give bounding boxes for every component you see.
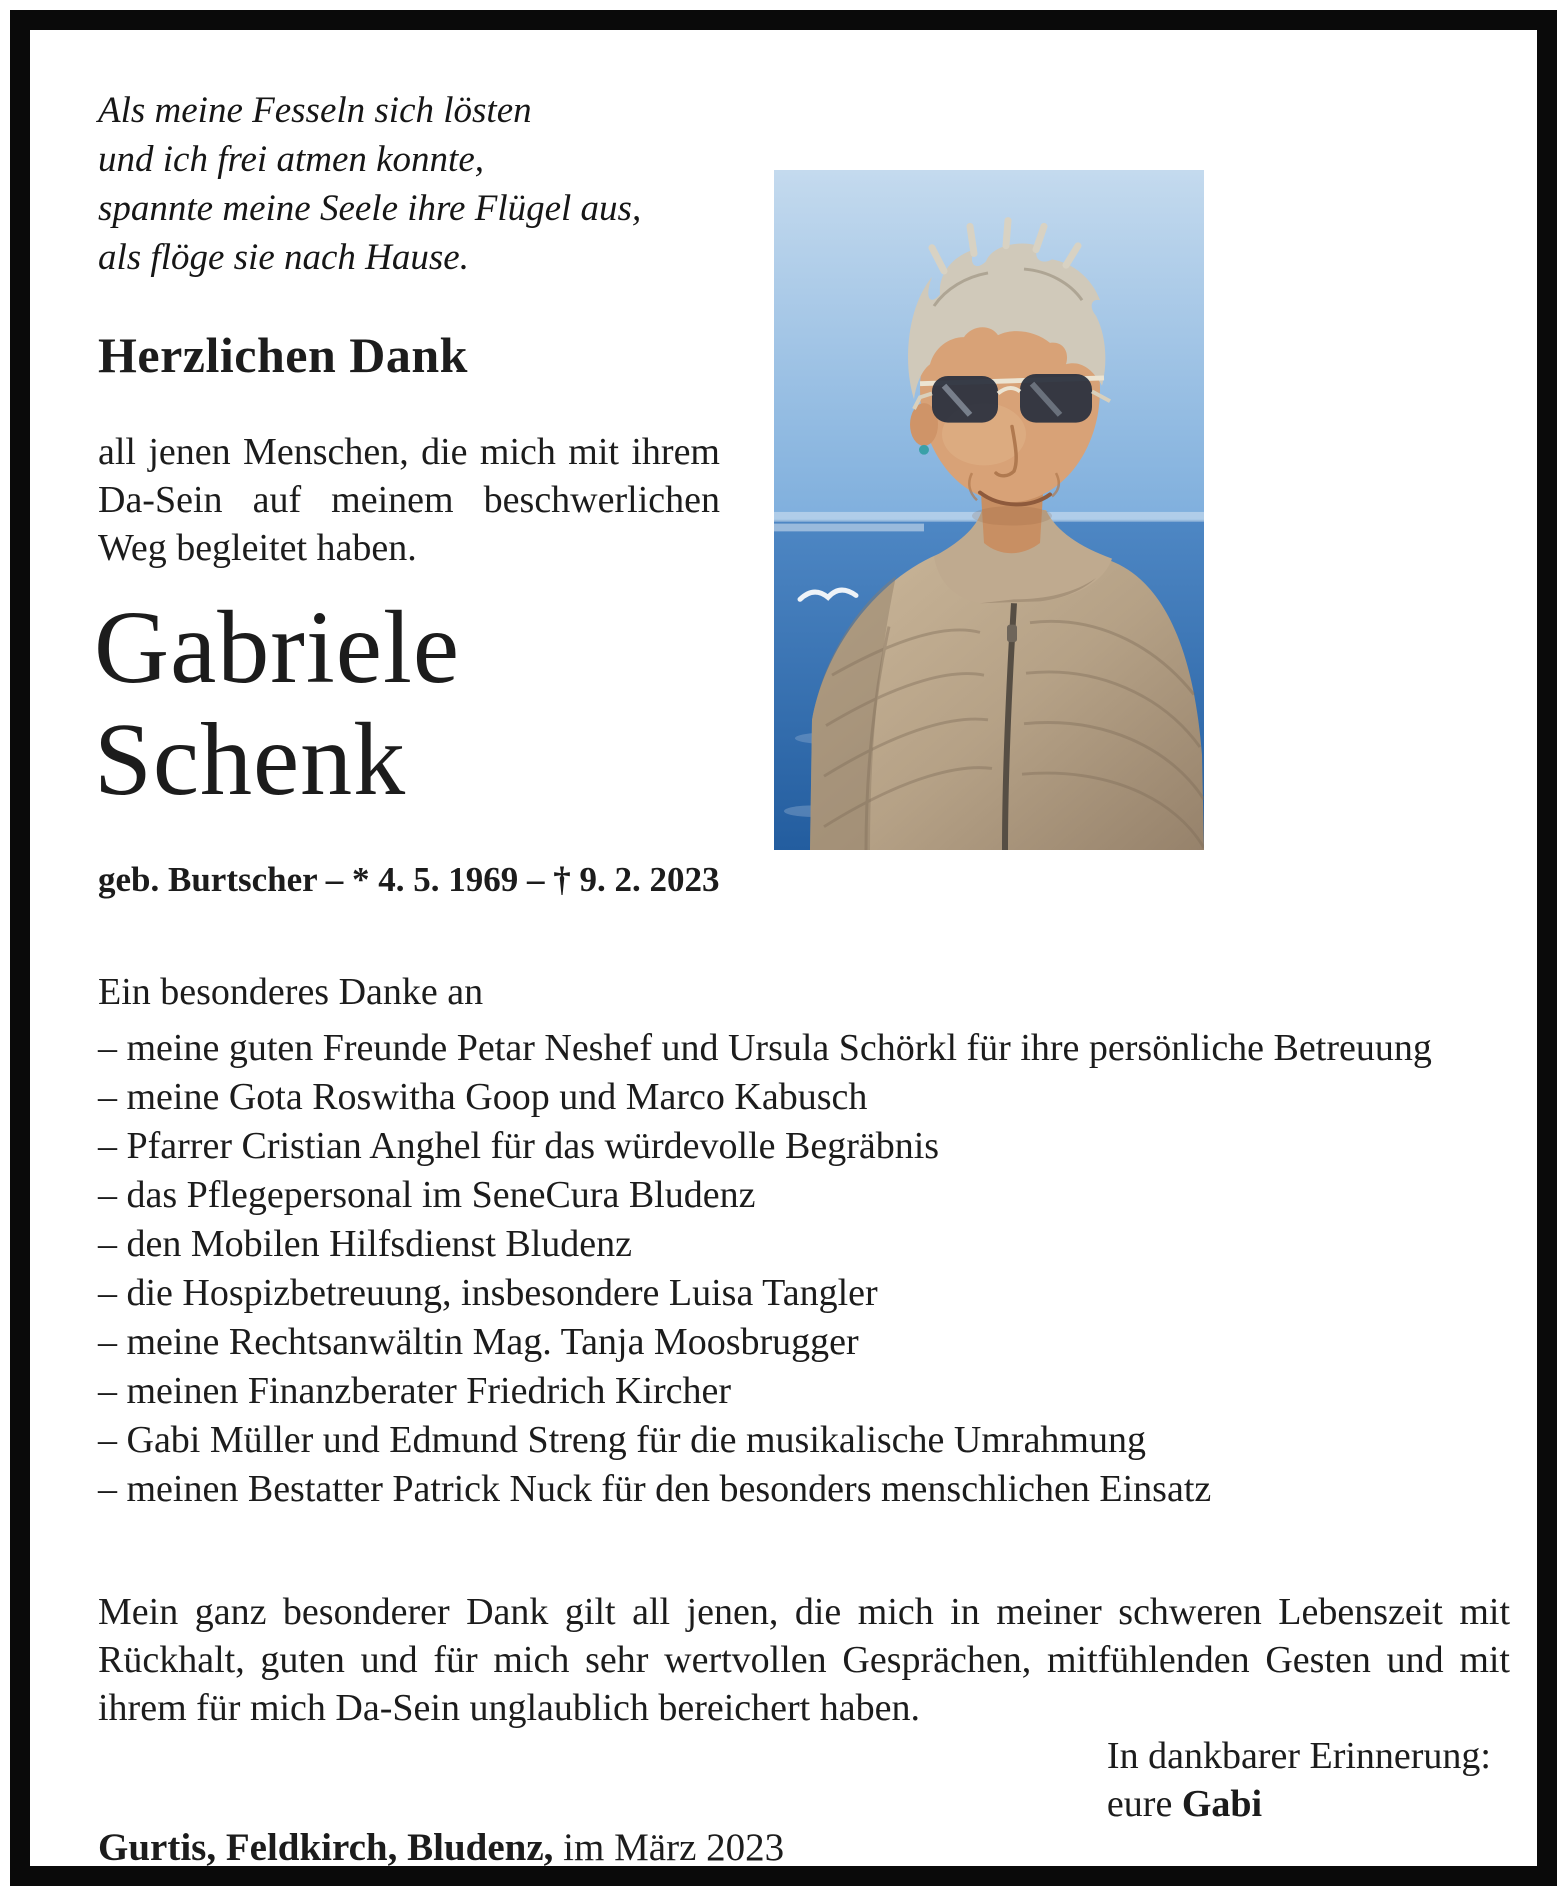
thanks-paragraph: all jenen Menschen, die mich mit ihrem Da-Sein auf meinem beschwerlichen Weg begleitet haben. xyxy=(98,431,720,569)
footer-line xyxy=(98,1824,784,1872)
thanks-item-godmother: – meine Gota Roswitha Goop und Marco Kabusch xyxy=(98,1076,868,1118)
thanks-item-care-staff: – das Pflegepersonal im SeneCura Bludenz xyxy=(98,1174,756,1216)
earring xyxy=(919,445,929,455)
remembrance-block xyxy=(1107,1732,1491,1828)
thanks-item-mobile-service: – den Mobilen Hilfsdienst Bludenz xyxy=(98,1223,633,1265)
thanks-item-undertaker: – meinen Bestatter Patrick Nuck für den besonders menschlichen Einsatz xyxy=(98,1468,1212,1510)
verse-line-3: spannte meine Seele ihre Flügel aus, xyxy=(98,188,642,229)
opening-verse xyxy=(98,86,641,282)
deceased-first-name: Gabriele xyxy=(94,590,461,705)
portrait-photo xyxy=(774,170,1204,850)
verse-line-1: Als meine Fesseln sich lösten xyxy=(98,90,532,131)
footer-date: im März 2023 xyxy=(563,1826,785,1869)
thanks-heading: Herzlichen Dank xyxy=(98,327,468,383)
thanks-item-musicians: – Gabi Müller und Edmund Streng für die musikalische Umrahmung xyxy=(98,1419,1146,1461)
footer-places: Gurtis, Feldkirch, Bludenz, xyxy=(98,1826,554,1869)
special-thanks-intro: Ein besonderes Danke an xyxy=(98,971,484,1013)
thanks-item-friends: – meine guten Freunde Petar Neshef und Ursula Schörkl für ihre persönliche Betreuung xyxy=(98,1027,1432,1069)
deceased-name xyxy=(94,592,460,816)
obituary-content xyxy=(30,30,1537,1869)
thanks-item-financial-advisor: – meinen Finanzberater Friedrich Kircher xyxy=(98,1370,732,1412)
birth-death-line: geb. Burtscher – * 4. 5. 1969 – † 9. 2. 2023 xyxy=(98,860,720,899)
closing-paragraph: Mein ganz besonderer Dank gilt all jenen, die mich in meiner schweren Lebenszeit mit Rückhalt, guten und für mich sehr wertvollen Gesprächen, mitfühlenden Gesten und mit ihrem für mich Da-Sein unglaublich bereichert haben. xyxy=(98,1591,1510,1729)
verse-line-4: als flöge sie nach Hause. xyxy=(98,237,469,278)
special-thanks-list xyxy=(98,1024,1512,1514)
thanks-item-priest: – Pfarrer Cristian Anghel für das würdevolle Begräbnis xyxy=(98,1125,940,1167)
thanks-item-hospice: – die Hospizbetreuung, insbesondere Luisa Tangler xyxy=(98,1272,878,1314)
thanks-item-lawyer: – meine Rechtsanwältin Mag. Tanja Moosbrugger xyxy=(98,1321,859,1363)
black-frame xyxy=(10,10,1557,1886)
signature-prefix: eure xyxy=(1106,1783,1173,1825)
remembrance-line: In dankbarer Erinnerung: xyxy=(1106,1735,1491,1777)
signature-name: Gabi xyxy=(1181,1783,1263,1825)
signature-line xyxy=(1107,1780,1491,1828)
portrait-photo-image xyxy=(774,170,1204,850)
deceased-last-name: Schenk xyxy=(94,702,407,817)
verse-line-2: und ich frei atmen konnte, xyxy=(98,139,485,180)
